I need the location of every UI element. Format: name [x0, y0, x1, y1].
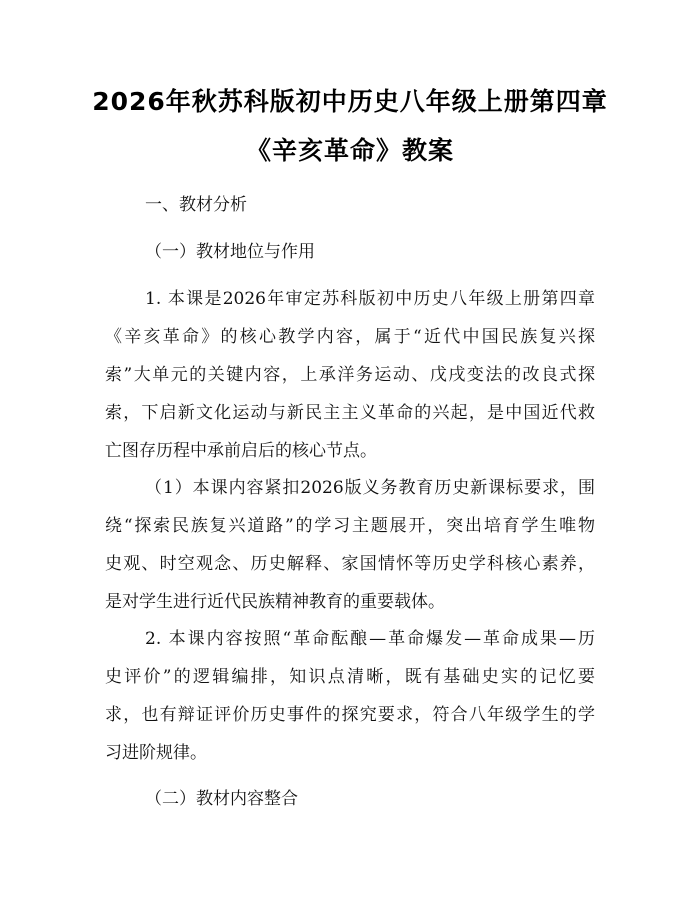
paragraph-2-line: （1）本课内容紧扣2026版义务教育历史新课标要求，围 [145, 478, 595, 498]
subsection-heading-content-integration: （二）教材内容整合 [145, 789, 298, 809]
paragraph-1-line: 1. 本课是2026年审定苏科版初中历史八年级上册第四章 [145, 289, 595, 309]
paragraph-2-line: 史观、时空观念、历史解释、家国情怀等历史学科核心素养， [105, 554, 595, 574]
paragraph-3-line: 2. 本课内容按照“革命酝酿—革命爆发—革命成果—历 [145, 629, 595, 649]
paragraph-1 [105, 288, 595, 478]
document-title-line-1: 2026年秋苏科版初中历史八年级上册第四章 [92, 87, 608, 116]
subsection-heading-material-position: （一）教材地位与作用 [145, 242, 315, 262]
section-heading-teaching-material-analysis: 一、教材分析 [145, 195, 247, 215]
paragraph-1-line: 亡图存历程中承前启后的核心节点。 [105, 441, 377, 461]
paragraph-1-line: 《辛亥革命》的核心教学内容，属于“近代中国民族复兴探 [105, 327, 595, 347]
document-title-line-2: 《辛亥革命》教案 [245, 136, 454, 165]
paragraph-3-line: 习进阶规律。 [105, 743, 207, 763]
paragraph-1-line: 索”大单元的关键内容，上承洋务运动、戊戌变法的改良式探 [105, 365, 595, 385]
paragraph-2-line: 是对学生进行近代民族精神教育的重要载体。 [105, 592, 445, 612]
paragraph-2-line: 绕“探索民族复兴道路”的学习主题展开，突出培育学生唯物 [105, 516, 595, 536]
paragraph-3-line: 史评价”的逻辑编排，知识点清晰，既有基础史实的记忆要 [105, 667, 595, 687]
paragraph-3 [105, 628, 595, 780]
paragraph-1-line: 索，下启新文化运动与新民主主义革命的兴起，是中国近代救 [105, 403, 595, 423]
paragraph-2 [105, 477, 595, 629]
paragraph-3-line: 求，也有辩证评价历史事件的探究要求，符合八年级学生的学 [105, 705, 595, 725]
